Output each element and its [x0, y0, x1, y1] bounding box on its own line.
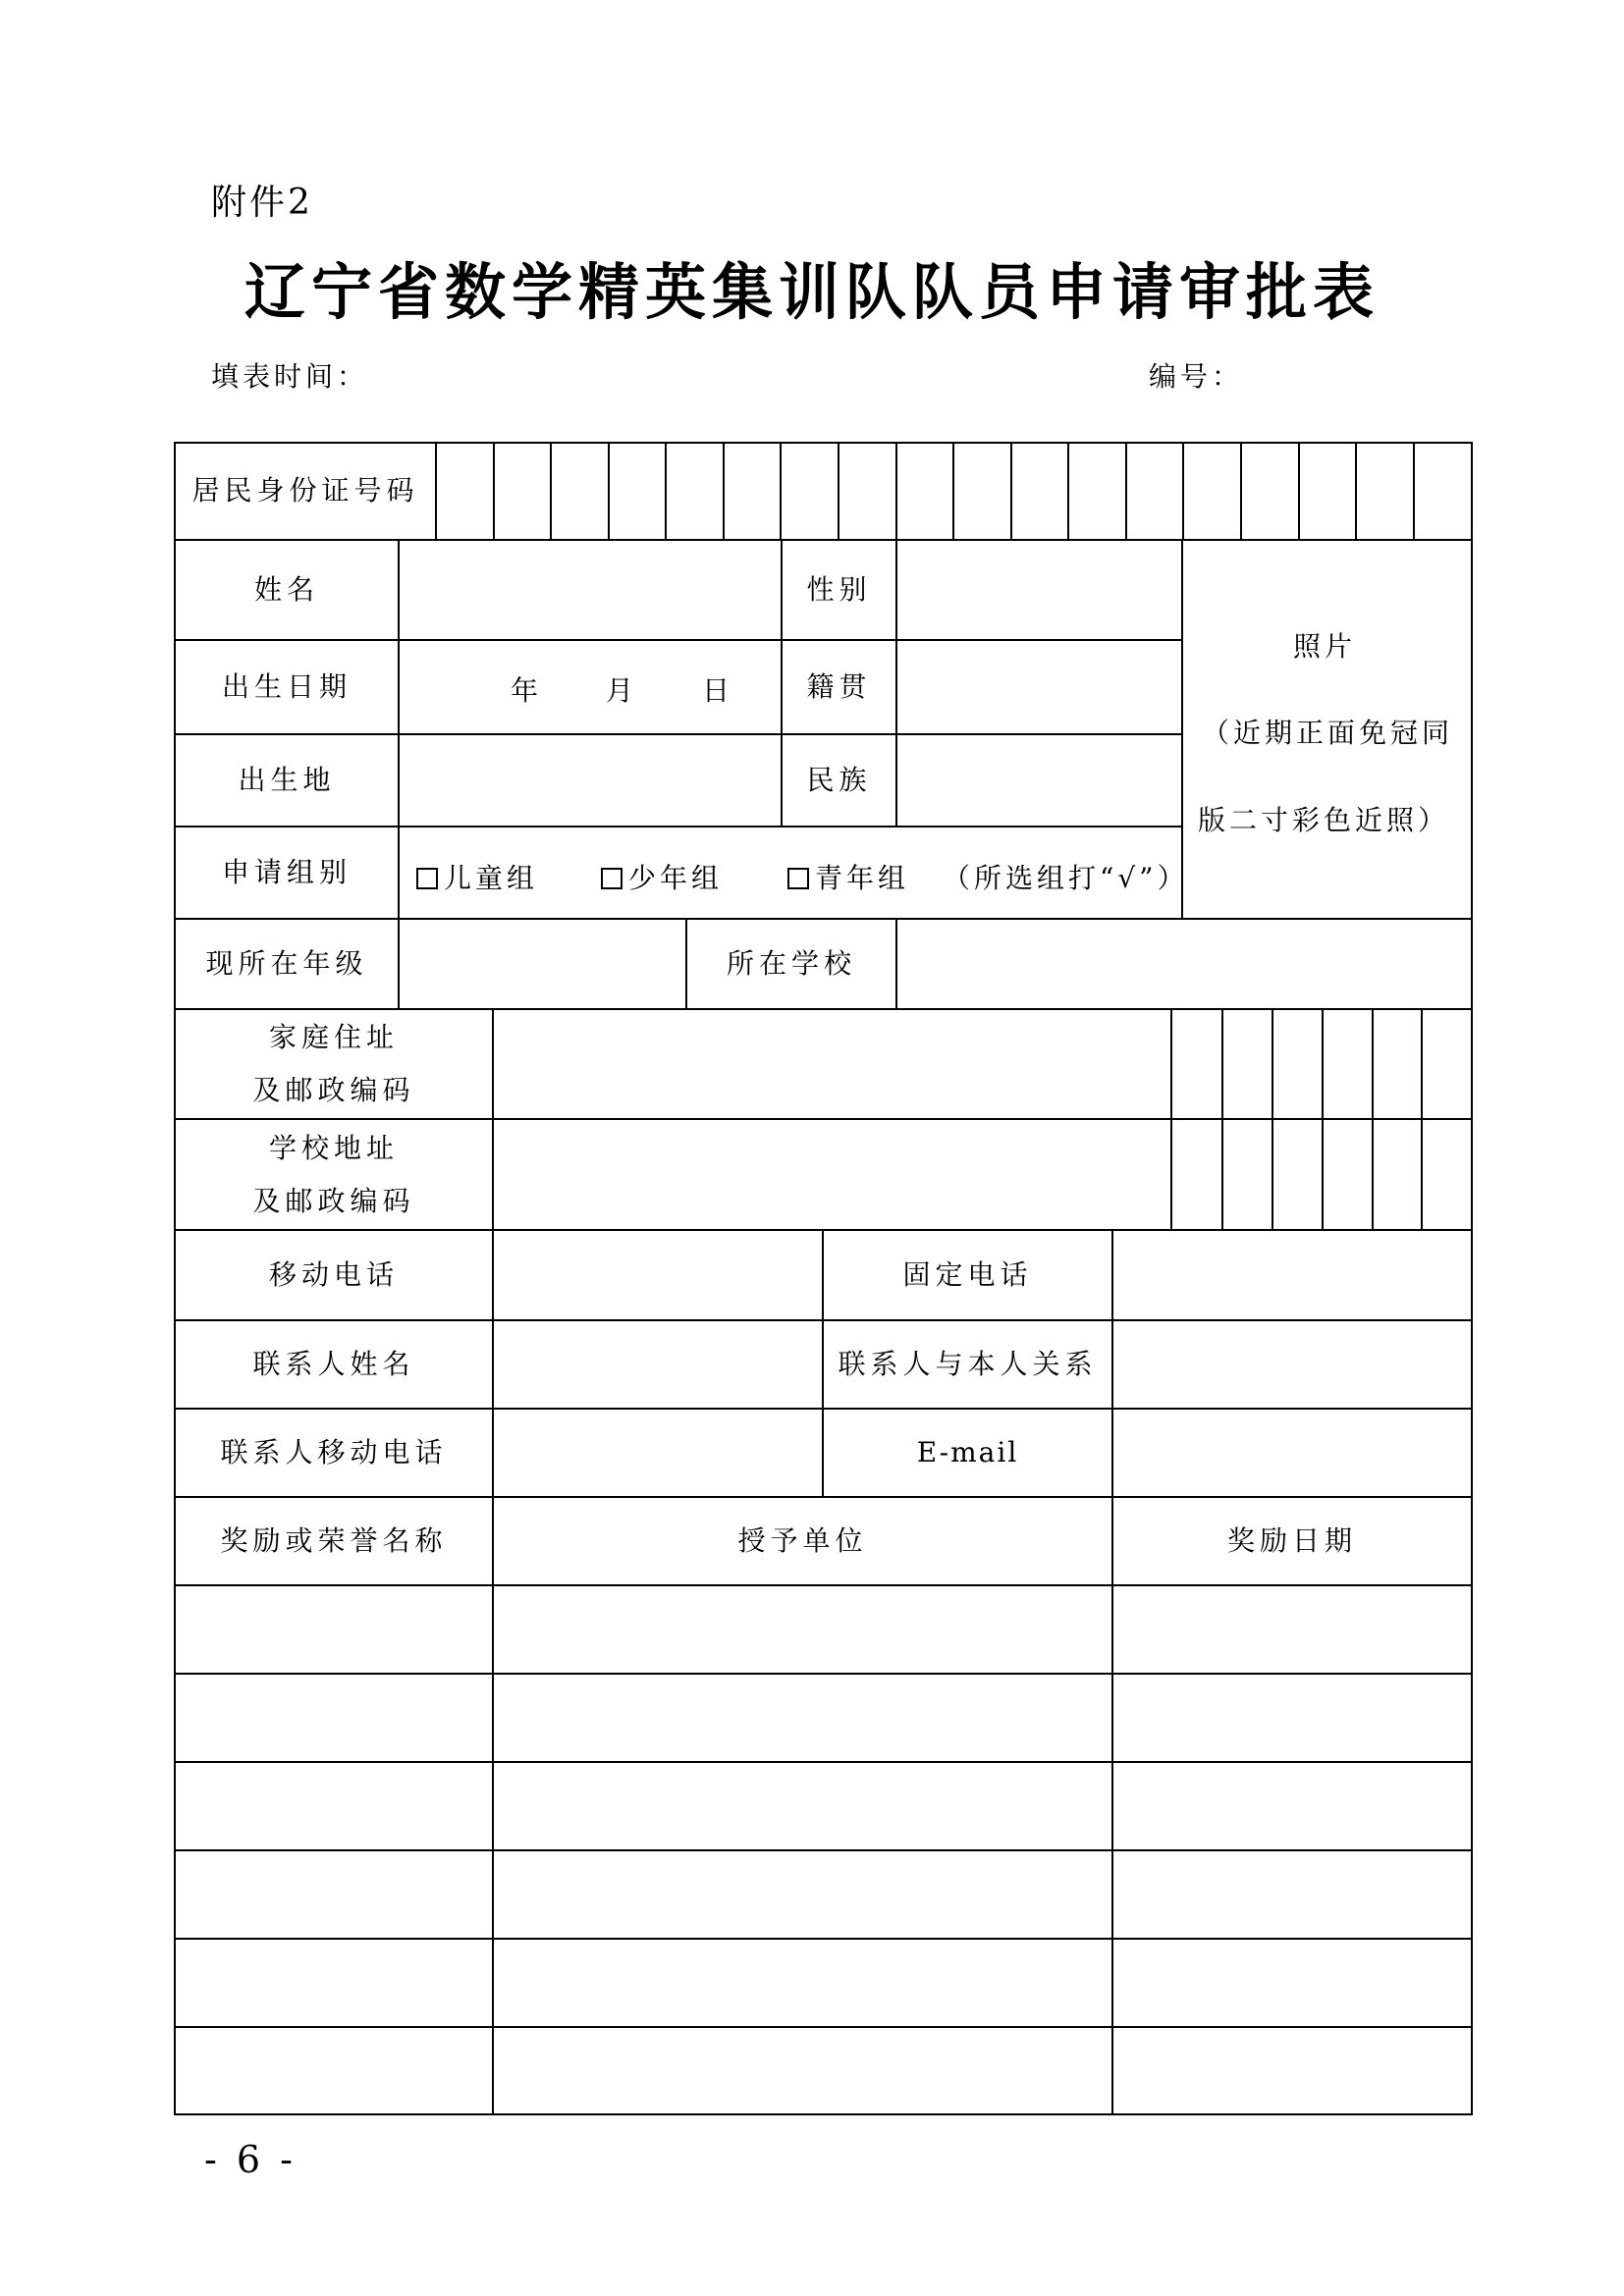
contact-mobile-label: 联系人移动电话 [220, 1436, 448, 1468]
mobile-label: 移动电话 [268, 1258, 399, 1291]
fill-time-label: 填表时间： [211, 360, 369, 393]
school-address-label: 学校地址 及邮政编码 [252, 1131, 415, 1217]
grade-label: 现所在年级 [205, 947, 368, 980]
award-unit-header: 授予单位 [737, 1524, 868, 1557]
photo-label: 照片 [1293, 630, 1357, 663]
group-option-junior[interactable]: 少年组 [601, 857, 723, 896]
id-number-label: 居民身份证号码 [191, 474, 419, 507]
month-label: 月 [606, 674, 638, 707]
checkbox-icon [787, 868, 809, 889]
gender-label: 性别 [806, 573, 872, 606]
page-number: - 6 - [204, 2138, 298, 2181]
group-hint: （所选组打“√”） [943, 862, 1189, 894]
native-place-label: 籍贯 [806, 670, 872, 703]
ethnicity-label: 民族 [806, 764, 872, 796]
award-name-header: 奖励或荣誉名称 [220, 1524, 448, 1557]
email-label: E-mail [916, 1436, 1019, 1468]
apply-group-label: 申请组别 [221, 856, 352, 888]
contact-relation-label: 联系人与本人关系 [838, 1348, 1098, 1380]
name-label: 姓名 [253, 573, 319, 606]
birthplace-label: 出生地 [238, 764, 336, 796]
year-label: 年 [511, 674, 543, 707]
photo-note-line1: （近期正面免冠同 [1202, 717, 1454, 749]
checkbox-icon [416, 868, 438, 889]
group-option-children[interactable]: 儿童组 [416, 857, 538, 896]
home-address-label: 家庭住址 及邮政编码 [252, 1021, 415, 1106]
school-label: 所在学校 [726, 947, 856, 980]
award-date-header: 奖励日期 [1226, 1524, 1357, 1557]
landline-label: 固定电话 [902, 1258, 1033, 1291]
day-label: 日 [702, 674, 734, 707]
attachment-label: 附件2 [211, 183, 313, 223]
number-label: 编号： [1149, 360, 1244, 393]
form-title: 辽宁省数学精英集训队队员申请审批表 [244, 256, 1380, 328]
contact-name-label: 联系人姓名 [252, 1348, 415, 1380]
checkbox-icon [601, 868, 623, 889]
photo-note-line2: 版二寸彩色近照） [1198, 804, 1450, 836]
group-option-youth[interactable]: 青年组 [787, 857, 909, 896]
birth-date-label: 出生日期 [221, 670, 352, 703]
